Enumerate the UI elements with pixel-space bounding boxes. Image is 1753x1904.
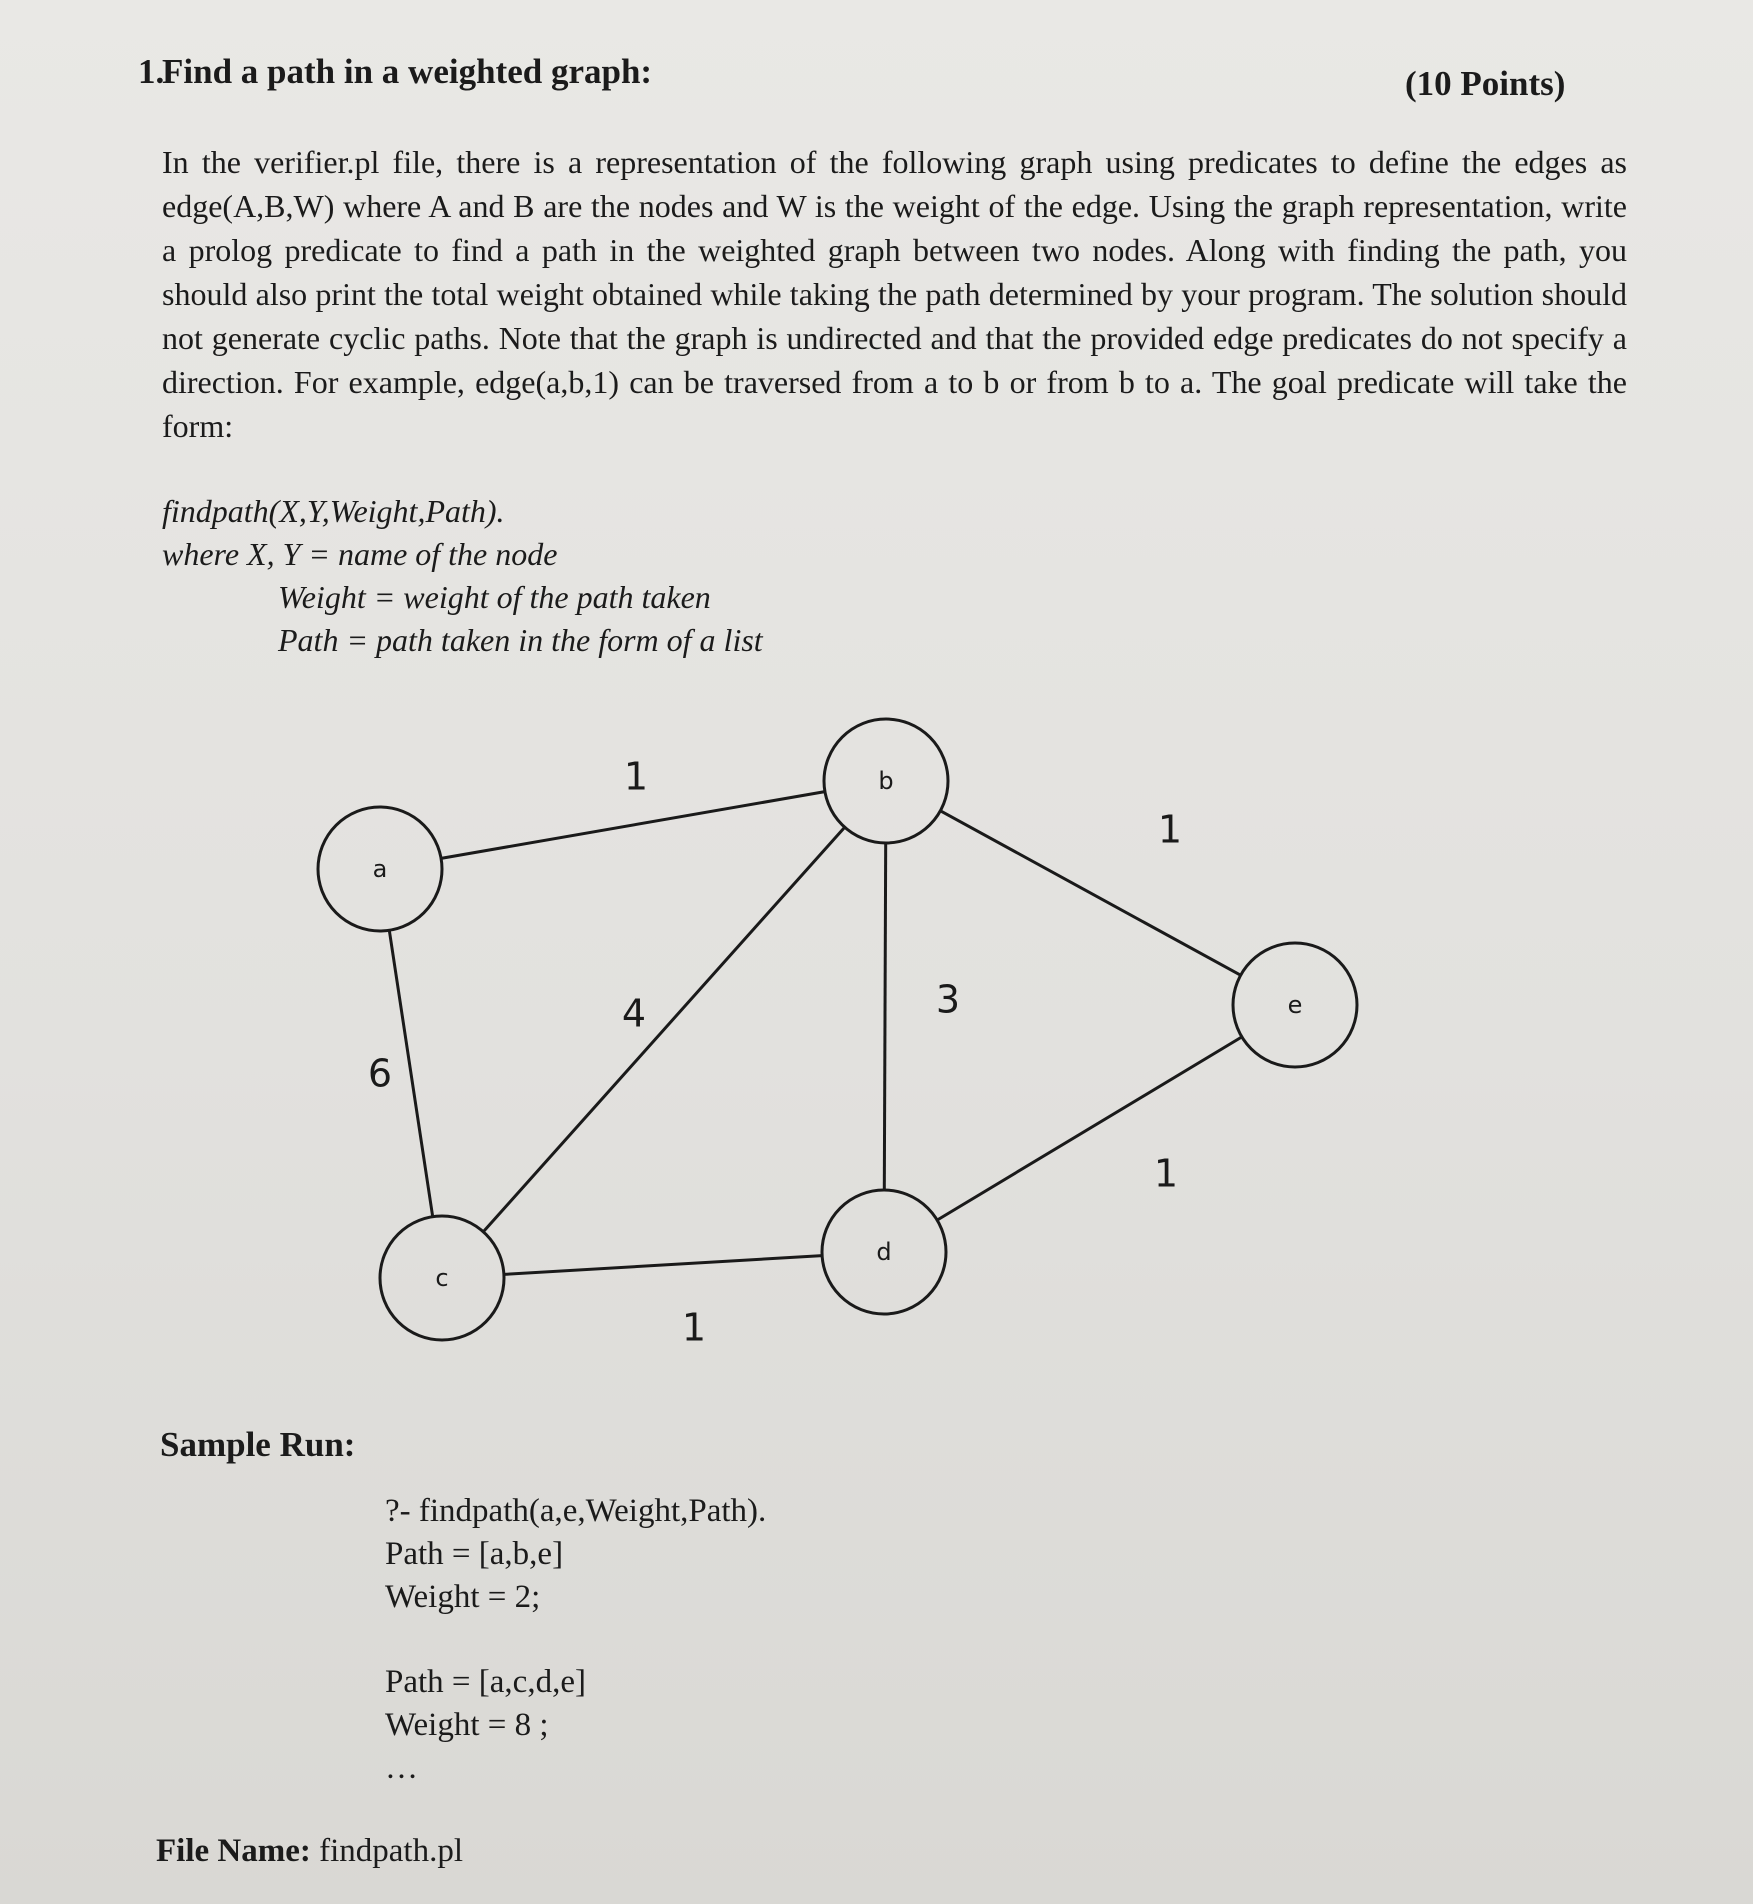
graph-nodes [318,719,1357,1340]
sample-path-1: Path = [a,b,e] [385,1536,564,1572]
sample-ellipsis: … [385,1750,418,1786]
sample-path-2: Path = [a,c,d,e] [385,1664,586,1700]
node-b-label: b [878,767,894,795]
file-name-value: findpath.pl [319,1833,464,1869]
edge-weight-b-e: 1 [1157,807,1183,852]
edge-weight-d-e: 1 [1153,1151,1179,1196]
problem-description: In the verifier.pl file, there is a representation of the following graph using predicates to define the edges as edge(A,B,W) where A and B are the nodes and W is the weight of the edge. Using the graph representation, write a prolog predicate to find a path in the weighted graph between two nodes. Along with finding the path, you should also print the total weight obtained while taking the path determined by your program. The solution should not generate cyclic paths. Note that the graph is undirected and that the provided edge predicates do not specify a direction. For example, edge(a,b,1) can be traversed from a to b or from b to a. The goal predicate will take the form: [162,144,1627,444]
question-title: Find a path in a weighted graph: [162,52,653,91]
edge-d-e [937,1037,1242,1220]
node-d-label: d [876,1238,892,1266]
file-name-label: File Name: [156,1833,311,1869]
edge-b-d [884,843,885,1190]
edge-weight-b-c: 4 [621,991,647,1036]
sample-query: ?- findpath(a,e,Weight,Path). [385,1493,767,1529]
sample-run-heading: Sample Run: [160,1425,356,1464]
edge-weight-b-d: 3 [935,977,961,1022]
edge-a-c [389,930,432,1216]
sample-weight-2: Weight = 8 ; [385,1707,549,1743]
edge-weight-a-c: 6 [367,1051,393,1096]
goal-predicate: findpath(X,Y,Weight,Path). [162,493,505,529]
file-name-line [156,1833,463,1870]
node-a-label: a [372,855,388,883]
sample-run-output [385,1490,766,1790]
sample-weight-1: Weight = 2; [385,1579,541,1615]
param-weight: Weight = weight of the path taken [278,579,711,615]
param-path: Path = path taken in the form of a list [278,622,763,658]
question-points: (10 Points) [1405,64,1566,103]
question-number: 1. [138,52,165,91]
param-node: where X, Y = name of the node [162,536,558,572]
edge-weight-c-d: 1 [681,1305,707,1350]
edge-b-c [483,827,844,1232]
edge-weight-a-b: 1 [623,754,649,799]
node-e-label: e [1287,991,1303,1019]
edge-a-b [441,792,825,859]
graph-edges [368,755,1242,1350]
edge-c-d [504,1256,822,1275]
node-c-label: c [435,1264,449,1292]
edge-b-e [940,811,1240,975]
